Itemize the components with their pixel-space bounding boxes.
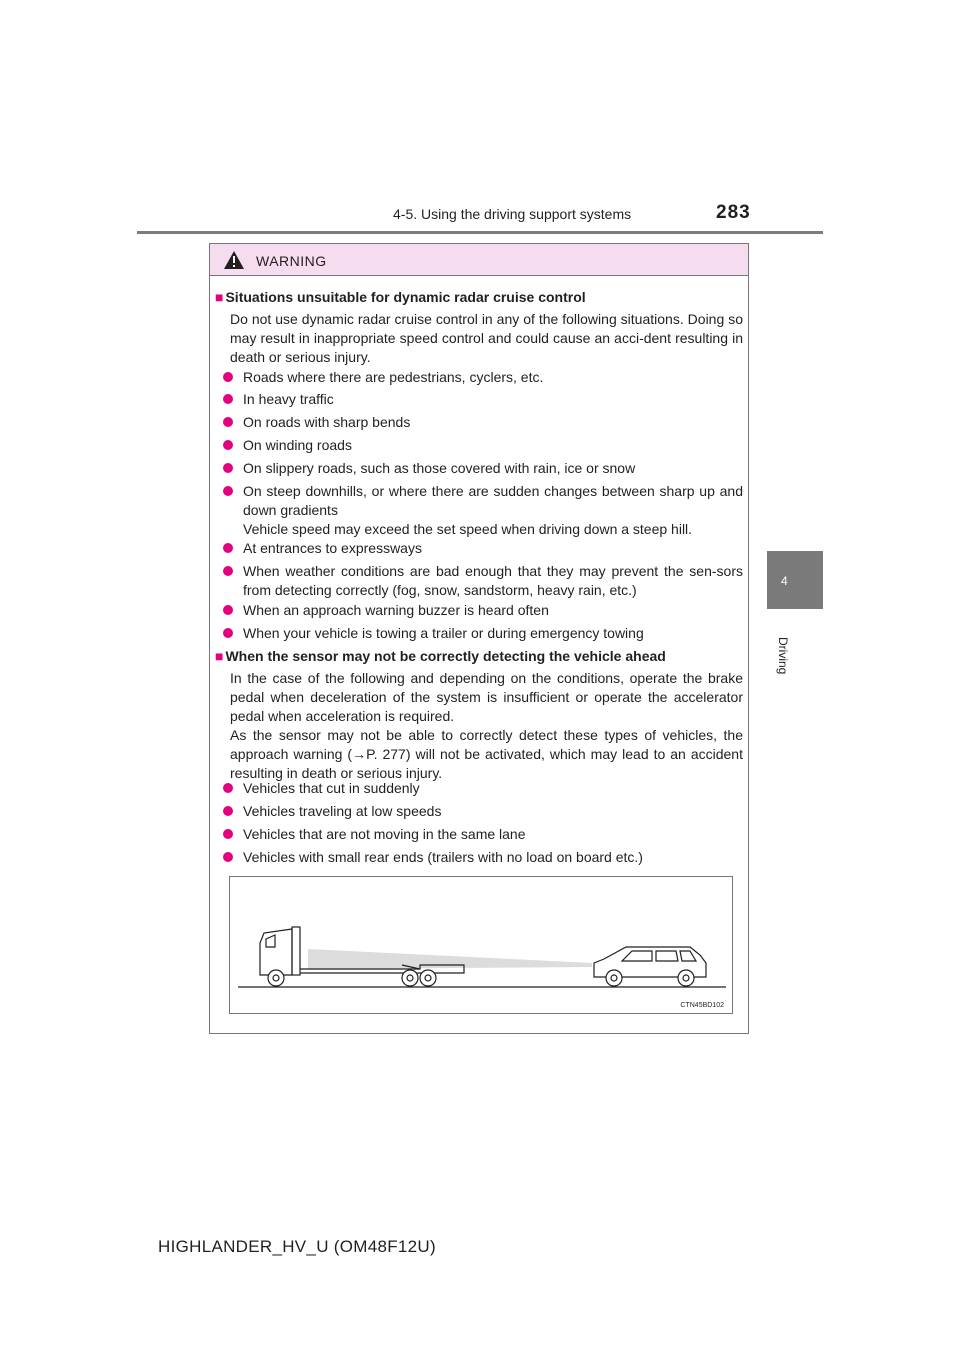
header-divider [137,231,823,234]
bullet-dot-icon [223,543,233,553]
page-number: 283 [716,202,751,223]
list-item: On steep downhills, or where there are sudden changes between sharp up and down gradients Vehicle speed may exceed the set speed when driving down a steep hill. [223,482,743,539]
square-bullet-icon: ■ [215,289,224,305]
section-title: ■ Situations unsuitable for dynamic radar cruise control [215,289,586,305]
footer-model: HIGHLANDER_HV_U (OM48F12U) [158,1237,436,1256]
list-item: On slippery roads, such as those covered with rain, ice or snow [223,459,743,478]
warning-header [210,244,748,276]
chapter-number: 4 [781,574,788,588]
bullet-dot-icon [223,829,233,839]
chapter-label: Driving [776,637,790,675]
radar-beam [308,949,592,969]
warning-box [209,243,749,1034]
bullet-dot-icon [223,783,233,793]
list-item: When weather conditions are bad enough that they may prevent the sen-sors from detecting correctly (fog, snow, sandstorm, heavy rain, etc.) [223,562,743,600]
section-heading: 4-5. Using the driving support systems [393,206,632,222]
list-item: Vehicles that cut in suddenly [223,779,743,798]
bullet-dot-icon [223,852,233,862]
chapter-tab [767,551,823,609]
bullet-dot-icon [223,806,233,816]
warning-triangle-icon [223,250,245,270]
square-bullet-icon: ■ [215,648,224,664]
bullet-dot-icon [223,394,233,404]
list-item: When an approach warning buzzer is heard often [223,601,743,620]
list-item: When your vehicle is towing a trailer or during emergency towing [223,624,743,643]
list-item: Vehicles with small rear ends (trailers with no load on board etc.) [223,848,743,867]
list-item: On roads with sharp bends [223,413,743,432]
bullet-dot-icon [223,566,233,576]
list-item: At entrances to expressways [223,539,743,558]
bullet-dot-icon [223,417,233,427]
suv-icon [594,947,706,986]
list-item: Vehicles that are not moving in the same lane [223,825,743,844]
bullet-dot-icon [223,628,233,638]
section-body: Do not use dynamic radar cruise control in any of the following situations. Doing so may result in inappropriate speed control and could cause an acci-dent resulting in death or serious injury. [230,311,743,365]
bullet-dot-icon [223,463,233,473]
bullet-dot-icon [223,440,233,450]
illustration [229,876,733,1014]
illustration-code: CTN45BD102 [680,1002,724,1009]
list-item: Roads where there are pedestrians, cyclers, etc. [223,368,743,387]
section-title: ■ When the sensor may not be correctly detecting the vehicle ahead [215,648,666,664]
warning-title: WARNING [256,253,327,269]
bullet-dot-icon [223,372,233,382]
list-item: Vehicles traveling at low speeds [223,802,743,821]
list-item-note: Vehicle speed may exceed the set speed when driving down a steep hill. [243,521,693,537]
bullet-dot-icon [223,605,233,615]
list-item: On winding roads [223,436,743,455]
vehicle-detection-illustration [230,877,732,1013]
section-body: In the case of the following and depending on the conditions, operate the brake pedal when deceleration of the system is insufficient or operate the accelerator pedal when acceleration is required. As the sensor may not be able to correctly detect these types of vehicles, the approach warning (→P. 277) will not be activated, which may lead to an accident resulting in death or serious injury. [230,670,743,781]
bullet-dot-icon [223,486,233,496]
list-item: In heavy traffic [223,390,743,409]
